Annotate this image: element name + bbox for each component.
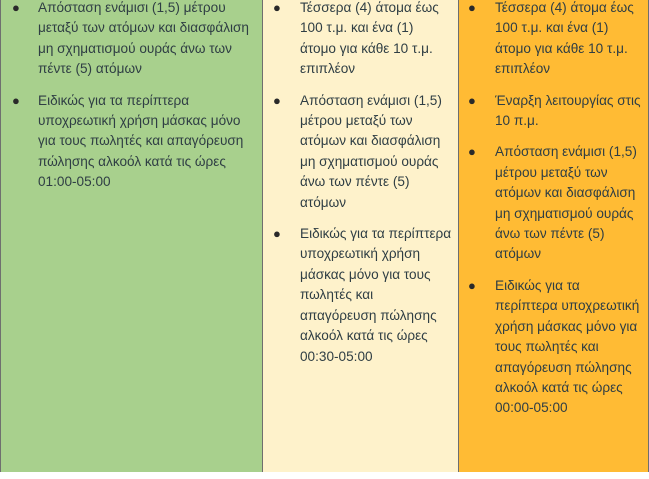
bullet-icon: ● bbox=[468, 0, 476, 15]
bullet-icon: ● bbox=[468, 277, 476, 293]
list-item bbox=[459, 0, 648, 80]
bullet-icon: ● bbox=[273, 226, 281, 242]
bullet-icon: ● bbox=[468, 92, 476, 108]
list-item-text: Ειδικώς για τα περίπτερα υποχρεωτική χρήση μάσκας μόνο για τους πωλητές και απαγόρευση πώλησης αλκοόλ κατά τις ώρες 00:00-05:00 bbox=[495, 277, 640, 416]
list-item-text: Απόσταση ενάμισι (1,5) μέτρου μεταξύ των ατόμων και διασφάλιση μη σχηματισμού ουράς άνω των πέντε (5) ατόμων bbox=[38, 0, 249, 77]
list-item-text: Ειδικώς για τα περίπτερα υποχρεωτική χρήση μάσκας μόνο για τους πωλητές και απαγόρευση πώλησης αλκοόλ κατά τις ώρες 00:30-05:00 bbox=[300, 226, 452, 364]
bullet-icon: ● bbox=[12, 92, 20, 108]
bullet-icon: ● bbox=[273, 0, 281, 15]
bullet-icon: ● bbox=[468, 144, 476, 160]
bullet-list bbox=[1, 0, 262, 193]
list-item bbox=[263, 0, 458, 80]
list-item bbox=[263, 224, 458, 367]
list-item bbox=[459, 91, 648, 132]
list-item bbox=[1, 91, 262, 193]
list-item-text: Τέσσερα (4) άτομα έως 100 τ.μ. και ένα (1) άτομο για κάθε 10 τ.μ. επιπλέον bbox=[300, 0, 439, 77]
bullet-list bbox=[459, 0, 648, 419]
list-item-text: Έναρξη λειτουργίας στις 10 π.μ. bbox=[495, 92, 641, 129]
column-orange bbox=[459, 0, 649, 472]
list-item bbox=[263, 91, 458, 213]
list-item bbox=[459, 142, 648, 264]
list-item bbox=[459, 276, 648, 419]
bullet-icon: ● bbox=[273, 92, 281, 108]
column-green bbox=[0, 0, 263, 472]
bullet-list bbox=[263, 0, 458, 367]
list-item-text: Απόσταση ενάμισι (1,5) μέτρου μεταξύ των ατόμων και διασφάλιση μη σχηματισμού ουράς άνω των πέντε (5) ατόμων bbox=[495, 144, 637, 262]
list-item bbox=[1, 0, 262, 80]
list-item-text: Ειδικώς για τα περίπτερα υποχρεωτική χρήση μάσκας μόνο για τους πωλητές και απαγόρευση πώλησης αλκοόλ κατά τις ώρες 01:00-05:00 bbox=[38, 92, 244, 190]
list-item-text: Τέσσερα (4) άτομα έως 100 τ.μ. και ένα (1) άτομο για κάθε 10 τ.μ. επιπλέον bbox=[495, 0, 634, 77]
bullet-icon: ● bbox=[12, 0, 20, 15]
page-margin bbox=[0, 472, 649, 479]
list-item-text: Απόσταση ενάμισι (1,5) μέτρου μεταξύ των ατόμων και διασφάλιση μη σχηματισμού ουράς άνω των πέντε (5) ατόμων bbox=[300, 92, 442, 210]
column-cream bbox=[263, 0, 459, 472]
